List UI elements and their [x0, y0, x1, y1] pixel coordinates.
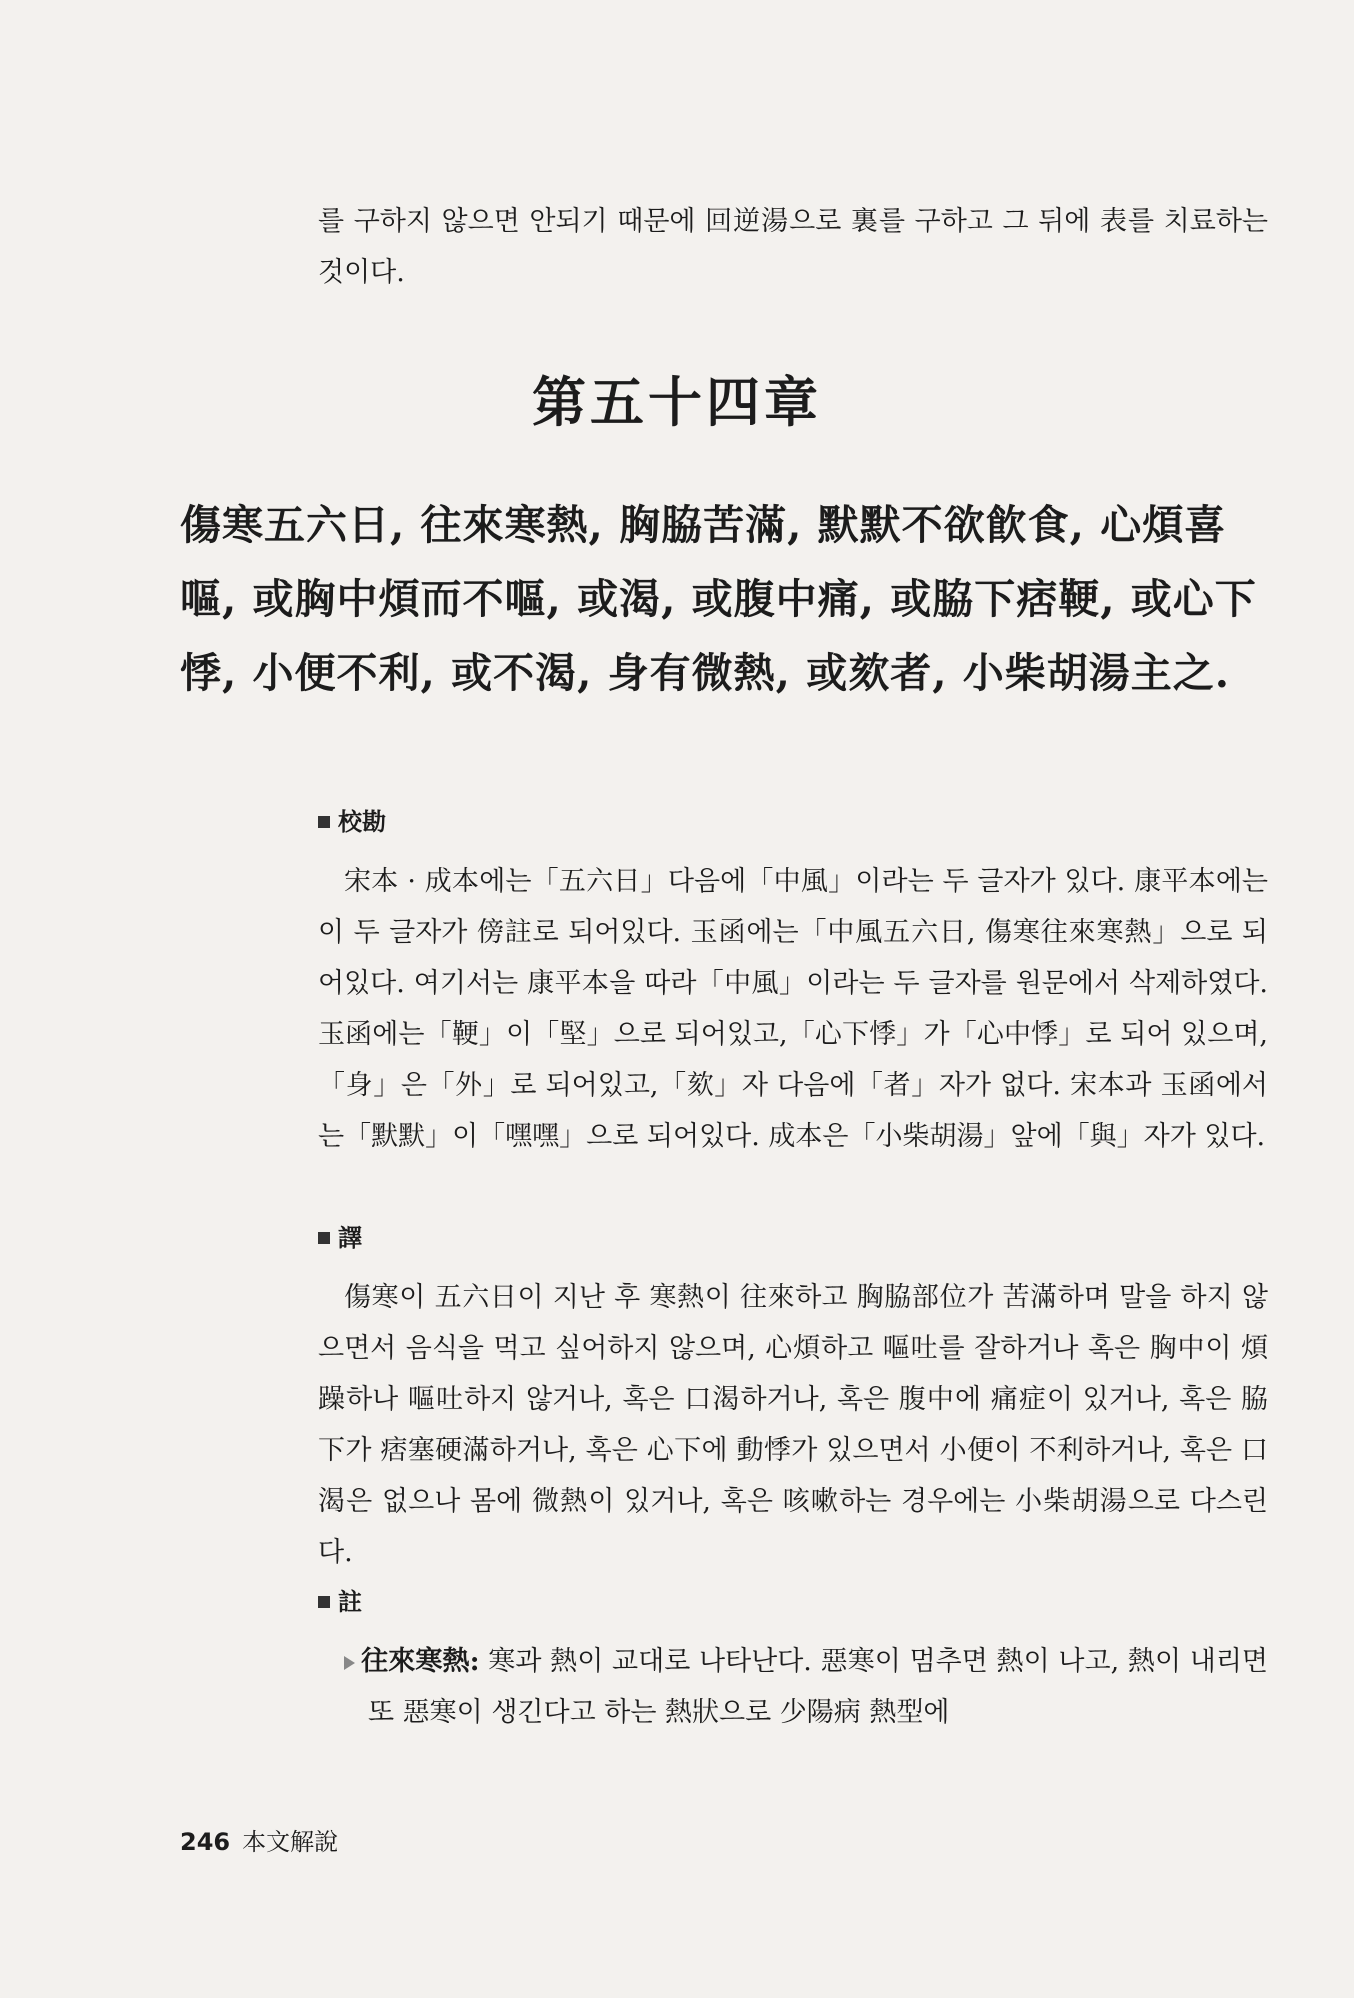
collation-body: 宋本 · 成本에는「五六日」다음에「中風」이라는 두 글자가 있다. 康平本에는 이 두 글자가 傍註로 되어있다. 玉函에는「中風五六日, 傷寒往來寒熱」으로 되어있다. 여기서는 康平本을 따라「中風」이라는 두 글자를 원문에서 삭제하였다. 玉函에는「鞕」이「堅」으로 되어있고,「心下悸」가「心中悸」로 되어 있으며,「身」은「外」로 되어있고,「欬」자 다음에「者」자가 없다. 宋本과 玉函에서는「默默」이「嘿嘿」으로 되어있다. 成本은「小柴胡湯」앞에「與」자가 있다. [318, 866, 1268, 1152]
collation-heading-label: 校勘 [338, 808, 386, 836]
collation-heading [318, 806, 1268, 838]
square-bullet-icon [318, 1232, 330, 1244]
notes-heading [318, 1586, 1268, 1618]
intro-paragraph [318, 196, 1268, 298]
square-bullet-icon [318, 816, 330, 828]
translation-heading [318, 1222, 1268, 1254]
classical-text [180, 488, 1270, 710]
book-section-label: 本文解說 [242, 1828, 339, 1856]
translation-section [318, 1222, 1268, 1578]
classical-text-body: 傷寒五六日, 往來寒熱, 胸脇苦滿, 默默不欲飮食, 心煩喜嘔, 或胸中煩而不嘔, 或渴, 或腹中痛, 或脇下痞鞕, 或心下悸, 小便不利, 或不渴, 身有微熱, 或欬者, 小柴胡湯主之. [180, 501, 1257, 697]
triangle-bullet-icon [344, 1656, 355, 1670]
page-number: 246 [180, 1828, 231, 1856]
notes-section [318, 1586, 1268, 1738]
translation-heading-label: 譯 [338, 1224, 362, 1252]
square-bullet-icon [318, 1596, 330, 1608]
note-text: 寒과 熱이 교대로 나타난다. 惡寒이 멈추면 熱이 나고, 熱이 내리면 또 惡寒이 생긴다고 하는 熱狀으로 少陽病 熱型에 [368, 1646, 1268, 1728]
intro-text: 를 구하지 않으면 안되기 때문에 回逆湯으로 裏를 구하고 그 뒤에 表를 치료하는 것이다. [318, 206, 1268, 288]
translation-body: 傷寒이 五六日이 지난 후 寒熱이 往來하고 胸脇部位가 苦滿하며 말을 하지 않으면서 음식을 먹고 싶어하지 않으며, 心煩하고 嘔吐를 잘하거나 혹은 胸中이 煩躁하나 嘔吐하지 않거나, 혹은 口渴하거나, 혹은 腹中에 痛症이 있거나, 혹은 脇下가 痞塞硬滿하거나, 혹은 心下에 動悸가 있으면서 小便이 不利하거나, 혹은 口渴은 없으나 몸에 微熱이 있거나, 혹은 咳嗽하는 경우에는 小柴胡湯으로 다스린다. [318, 1282, 1268, 1568]
collation-section [318, 806, 1268, 1162]
note-term: 往來寒熱: [361, 1646, 480, 1677]
chapter-title: 第五十四章 [532, 370, 822, 434]
page-footer [180, 1822, 338, 1857]
note-item [318, 1636, 1268, 1738]
notes-heading-label: 註 [338, 1588, 362, 1616]
